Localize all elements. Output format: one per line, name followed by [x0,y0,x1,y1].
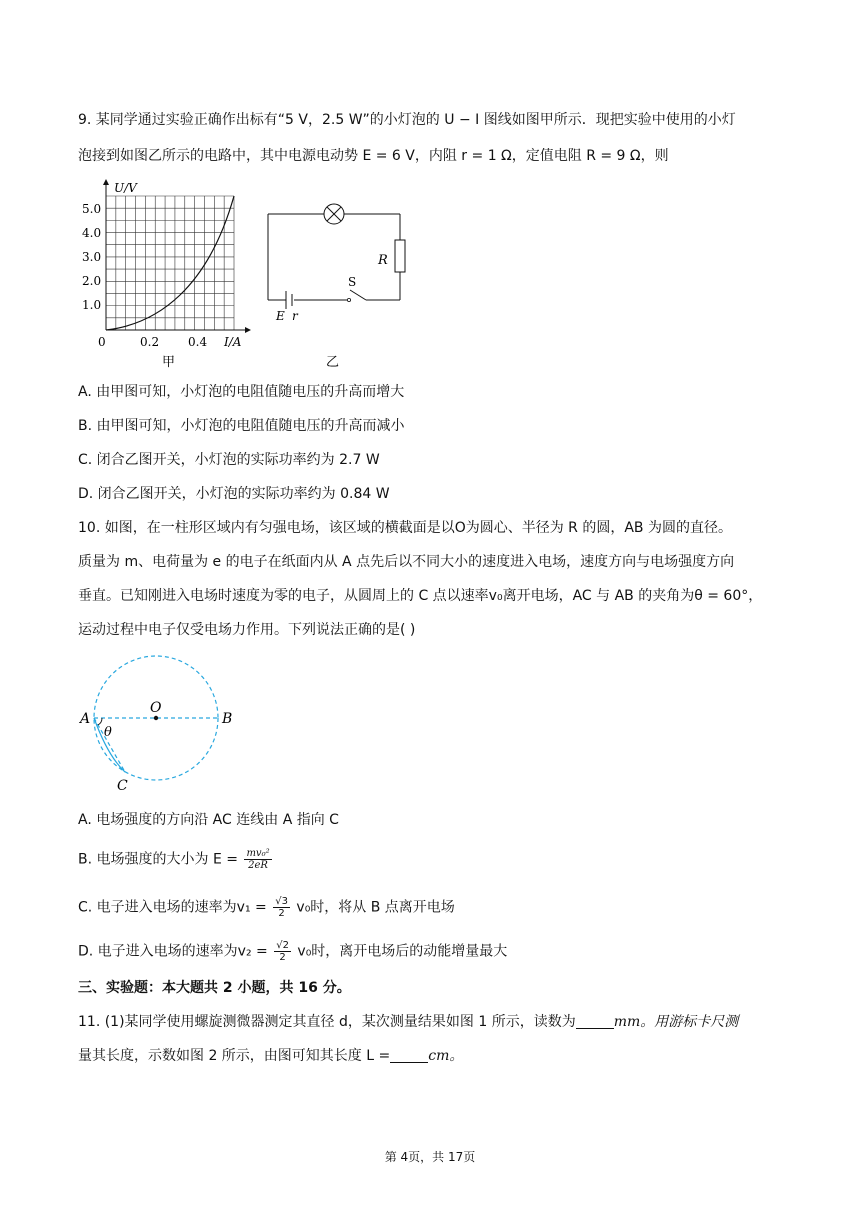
q9-stem-line2: 泡接到如图乙所示的电路中，其中电源电动势 E = 6 V，内阻 r = 1 Ω，定值电阻 R = 9 Ω，则 [78,148,669,164]
q9-option-c: C. 闭合乙图开关，小灯泡的实际功率约为 2.7 W [78,452,380,468]
label-r: r [292,309,298,323]
label-A: A [80,711,91,727]
q10-option-b-num: mv₀² [246,848,270,859]
q10-option-a: A. 电场强度的方向沿 AC 连线由 A 指向 C [78,812,339,828]
q10-option-d-fraction [274,940,291,963]
q9-stem-line1: 9. 某同学通过实验正确作出标有“5 V，2.5 W”的小灯泡的 U − I 图线如图甲所示．现把实验中使用的小灯 [78,112,736,128]
xtick-02: 0.2 [140,335,160,349]
q11-line2-text-a: 量其长度，示数如图 2 所示，由图可知其长度 L = [78,1048,391,1064]
ui-graph-figure [78,178,258,370]
ytick-4: 4.0 [82,226,102,240]
caption-jia: 甲 [162,355,176,370]
q10-option-c-post: v₀时，将从 B 点离开电场 [296,899,455,916]
xtick-04: 0.4 [188,335,208,349]
q10-option-c-den: 2 [278,908,285,919]
answer-blank-2[interactable] [390,1048,428,1063]
label-E: E [276,309,285,323]
xtick-0: 0 [98,335,106,349]
q10-option-d [78,940,507,963]
q10-option-b-den: 2eR [248,860,268,871]
ytick-5: 5.0 [82,202,102,216]
label-theta: θ [104,725,112,740]
ylabel: U/V [114,181,137,195]
q10-option-b-text: B. 电场强度的大小为 E = [78,851,238,868]
q10-option-d-post: v₀时，离开电场后的动能增量最大 [297,943,508,960]
xlabel: I/A [224,335,242,349]
q9-option-a: A. 由甲图可知，小灯泡的电阻值随电压的升高而增大 [78,384,405,400]
q10-option-d-num: √2 [276,940,289,951]
q10-option-c-fraction [273,896,290,919]
q10-option-c-num: √3 [275,896,288,907]
label-S: S [348,275,357,289]
q9-option-b: B. 由甲图可知，小灯泡的电阻值随电压的升高而减小 [78,418,405,434]
caption-yi: 乙 [326,355,340,370]
ui-curve [106,196,234,330]
q10-option-d-pre: D. 电子进入电场的速率为v₂ = [78,943,268,960]
q10-stem-line3: 垂直。已知刚进入电场时速度为零的电子，从圆周上的 C 点以速率v₀离开电场，AC 与 AB 的夹角为θ = 60°， [78,588,763,604]
label-C: C [117,778,128,794]
q10-stem-line1: 10. 如图，在一柱形区域内有匀强电场，该区域的横截面是以O为圆心、半径为 R 的圆，AB 为圆的直径。 [78,520,732,536]
q11-line1-text-a: 11. (1)某同学使用螺旋测微器测定其直径 d，某次测量结果如图 1 所示，读数为 [78,1014,576,1030]
page-footer: 第 4页，共 17页 [384,1150,476,1164]
resistor-icon [395,240,405,272]
circle-figure [76,650,246,796]
ytick-3: 3.0 [82,250,102,264]
q11-line2 [78,1046,463,1066]
q10-option-b [78,848,274,871]
q10-option-b-fraction [244,848,271,871]
q10-stem-line4: 运动过程中电子仅受电场力作用。下列说法正确的是( ) [78,622,416,638]
label-B: B [222,711,233,727]
ytick-2: 2.0 [82,274,102,288]
q9-option-d: D. 闭合乙图开关，小灯泡的实际功率约为 0.84 W [78,486,390,502]
q11-line1-text-b: mm。用游标卡尺测 [613,1014,739,1030]
label-R: R [378,253,388,268]
circuit-figure [262,196,422,370]
q10-stem-line2: 质量为 m、电荷量为 e 的电子在纸面内从 A 点先后以不同大小的速度进入电场，速度方向与电场强度方向 [78,554,735,570]
q10-option-c [78,896,455,919]
label-O: O [150,700,162,716]
q10-option-d-den: 2 [279,952,286,963]
section-heading: 三、实验题：本大题共 2 小题，共 16 分。 [78,980,351,996]
ytick-1: 1.0 [82,298,102,312]
answer-blank-1[interactable] [576,1014,614,1029]
q11-line2-text-b: cm。 [428,1048,464,1064]
q10-option-c-pre: C. 电子进入电场的速率为v₁ = [78,899,267,916]
q11-line1 [78,1012,738,1032]
